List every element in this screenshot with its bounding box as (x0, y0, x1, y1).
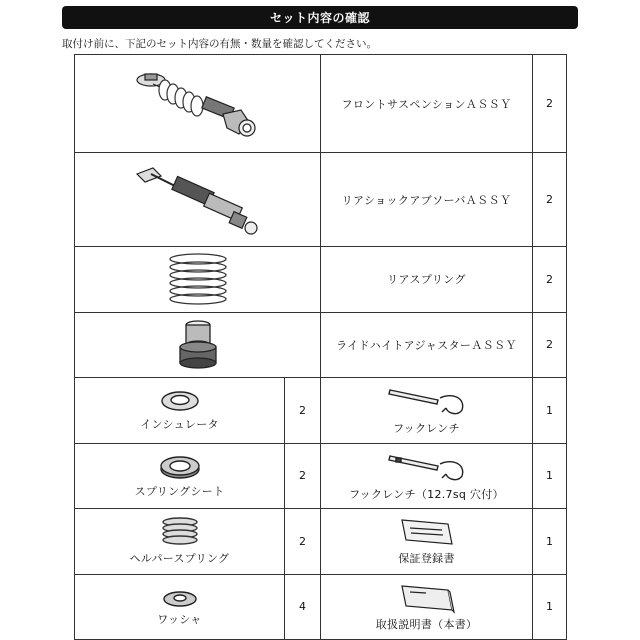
item-name: リアショックアブソーバＡＳＳＹ (321, 153, 533, 247)
item-quantity: 2 (533, 55, 567, 153)
item-quantity: 2 (285, 378, 321, 443)
table-row (75, 443, 567, 508)
item-cell-left (75, 443, 285, 508)
item-quantity: 2 (533, 247, 567, 312)
rear-shock-absorber-icon (123, 160, 273, 240)
item-quantity: 1 (533, 509, 567, 574)
item-quantity: 4 (285, 574, 321, 639)
table-row (75, 312, 567, 377)
hook-wrench-icon (382, 384, 472, 418)
item-quantity: 2 (533, 312, 567, 377)
item-name: ワッシャ (157, 612, 202, 626)
image-cell (75, 153, 321, 247)
item-cell-left (75, 509, 285, 574)
item-quantity: 2 (285, 443, 321, 508)
item-name: 保証登録書 (398, 552, 455, 566)
item-quantity: 1 (533, 378, 567, 443)
parts-table (74, 54, 567, 640)
hook-wrench-square-hole-icon (382, 450, 472, 484)
ride-height-adjuster-icon (168, 317, 228, 373)
image-cell (75, 55, 321, 153)
item-cell-left (75, 574, 285, 639)
image-cell (75, 312, 321, 377)
table-row (75, 574, 567, 639)
item-name: ライドハイトアジャスターＡＳＳＹ (321, 312, 533, 377)
instruction-text: 取付け前に、下記のセット内容の有無・数量を確認してください。 (62, 38, 377, 50)
item-name: ヘルパースプリング (129, 552, 230, 566)
item-name: フックレンチ (393, 422, 460, 436)
item-cell-right (321, 443, 533, 508)
table-row (75, 378, 567, 443)
item-cell-right (321, 378, 533, 443)
item-name: フックレンチ（12.7sq 穴付） (349, 487, 504, 501)
helper-spring-icon (158, 516, 202, 548)
washer-icon (160, 587, 200, 609)
item-quantity: 2 (285, 509, 321, 574)
section-title: セット内容の確認 (62, 6, 578, 29)
table-row (75, 247, 567, 312)
table-row (75, 55, 567, 153)
item-name: スプリングシート (134, 484, 225, 498)
item-name: フロントサスペンションＡＳＳＹ (321, 55, 533, 153)
insulator-icon (158, 388, 202, 414)
spring-seat-icon (158, 453, 202, 481)
table-row (75, 509, 567, 574)
item-name: インシュレータ (140, 418, 219, 432)
rear-spring-icon (158, 251, 238, 307)
item-cell-right (321, 574, 533, 639)
front-suspension-icon (123, 64, 273, 144)
image-cell (75, 247, 321, 312)
item-cell-right (321, 509, 533, 574)
item-quantity: 2 (533, 153, 567, 247)
warranty-card-icon (392, 516, 462, 548)
item-cell-left (75, 378, 285, 443)
table-row (75, 153, 567, 247)
manual-icon (392, 582, 462, 614)
item-name: リアスプリング (321, 247, 533, 312)
item-quantity: 1 (533, 443, 567, 508)
item-quantity: 1 (533, 574, 567, 639)
item-name: 取扱説明書（本書） (375, 617, 478, 631)
